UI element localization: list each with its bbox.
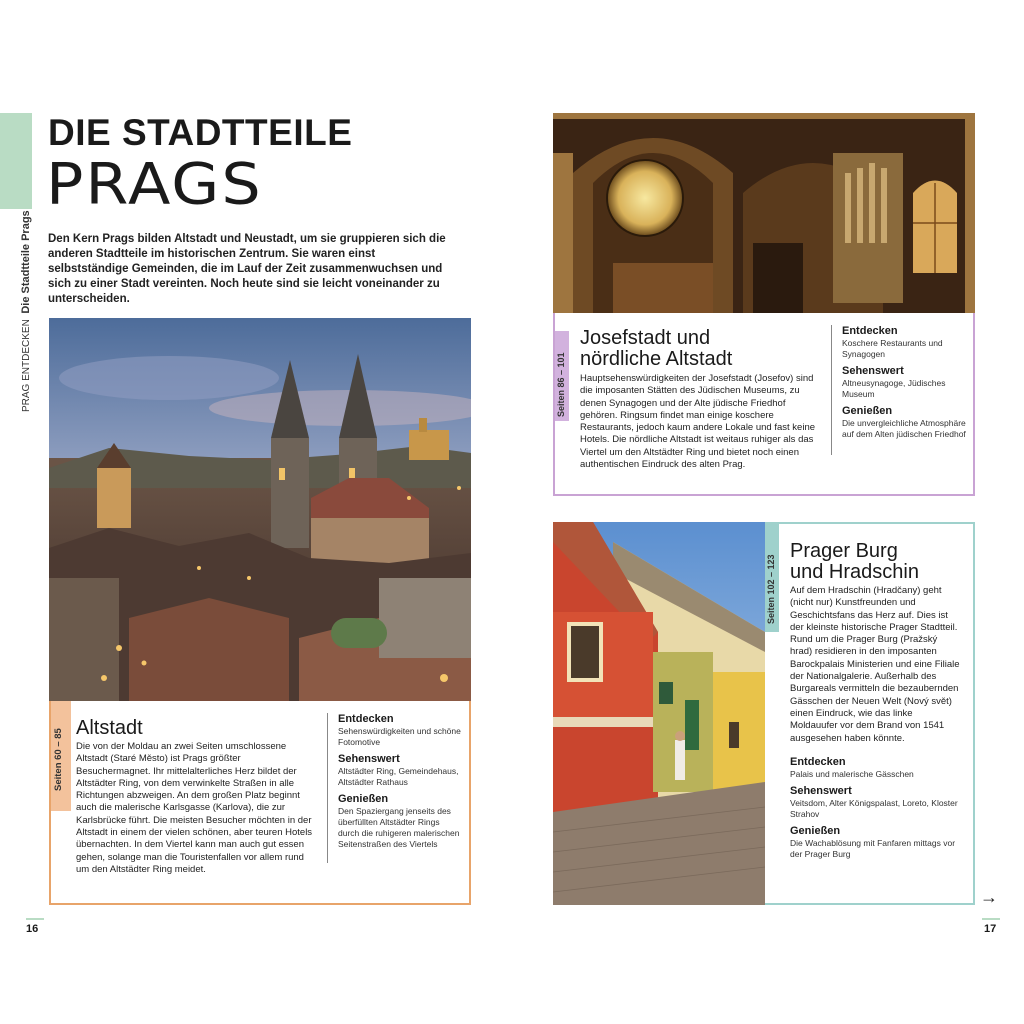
altstadt-entdecken-text: Sehenswürdigkeiten und schöne Fotomotive [338,726,461,747]
section-color-tab [0,113,32,209]
burg-sehenswert-text: Veitsdom, Alter Königspalast, Loreto, Kloster Strahov [790,798,958,819]
running-header-prefix: PRAG ENTDECKEN [21,319,32,412]
burg-entdecken-text: Palais und malerische Gässchen [790,769,914,779]
altstadt-card [49,701,471,905]
golden-lane-photo [553,522,765,905]
altstadt-geniessen-heading: Genießen [338,793,389,805]
burg-page-range: Seiten 102 – 123 [766,554,776,624]
burg-sehenswert-heading: Sehenswert [790,785,852,797]
altstadt-entdecken-heading: Entdecken [338,713,394,725]
altstadt-geniessen-text: Den Spaziergang jenseits des überfüllten Altstädter Rings durch die ruhigeren malerischen Seitenstraßen des Viertels [338,806,460,849]
intro-paragraph: Den Kern Prags bilden Altstadt und Neustadt, um sie gruppieren sich die anderen Stadtteile im historischen Zentrum. Sie waren einst selbstständige Gemeinden, die im Lauf der Zeit zusammenwuchsen und sich zu einer Stadt vereinten. Noch heute sind sie leicht voneinander zu unterscheiden. [48,233,446,305]
page-number-right: 17 [984,923,997,935]
page-number-bar-right [982,918,1000,920]
josefstadt-entdecken-heading: Entdecken [842,325,898,337]
josefstadt-title-line1: Josefstadt und [580,327,711,349]
running-header [20,212,34,412]
page-title-line1: DIE STADTTEILE [48,112,353,153]
burg-card [765,522,975,905]
page-number-bar-left [26,918,44,920]
josefstadt-card [553,313,975,496]
josefstadt-body: Hauptsehenswürdigkeiten der Josefstadt (Josefov) sind die imposanten Stätten des Jüdischen Museums, zu denen Synagogen und der Alte jüdische Friedhof gehören. Ringsum findet man einige koschere Restaurants, jedoch kaum andere Lokale und fast keine Hotels. Die nördliche Altstadt ist weitaus ruhiger als das Viertel um den Altstädter Ring und bietet noch einen authentischen Eindruck des alten Prag. [580,373,816,471]
burg-geniessen-heading: Genießen [790,825,841,837]
josefstadt-title-line2: nördliche Altstadt [580,348,733,370]
josefstadt-sehenswert-heading: Sehenswert [842,365,904,377]
josefstadt-entdecken-text: Koschere Restaurants und Synagogen [842,338,943,359]
altstadt-sehenswert-heading: Sehenswert [338,753,400,765]
burg-geniessen-text: Die Wachablösung mit Fanfaren mittags vor der Prager Burg [790,838,956,859]
altstadt-sehenswert-text: Altstädter Ring, Gemeindehaus, Altstädter Rathaus [338,766,459,787]
altstadt-title: Altstadt [76,717,143,739]
next-page-arrow-icon[interactable]: → [980,887,998,907]
altstadt-page-range: Seiten 60 – 85 [53,728,64,791]
altstadt-body: Die von der Moldau an zwei Seiten umschlossene Altstadt (Staré Město) ist Prags größter Besuchermagnet. Ihr mittelalterliches Herz bildet der Altstädter Ring, von dem verwinkelte Straßen in alle Richtungen abzweigen. An dem großen Platz beginnt auch die malerische Karlsgasse (Karlova), die zur Karlsbrücke führt. Die meisten Besucher möchten in der Altstadt in einem der vielen schönen, aber teuren Hotels übernachten. In dem Viertel kann man auch gut essen gehen, solange man die Touristenfallen vor allem rund um den Altstädter Ring meidet. [76,741,313,875]
burg-title-line2: und Hradschin [790,561,919,583]
josefstadt-geniessen-heading: Genießen [842,405,893,417]
burg-entdecken-heading: Entdecken [790,756,846,768]
running-header-title: Die Stadtteile Prags [20,210,32,314]
burg-body: Auf dem Hradschin (Hradčany) geht (nicht nur) Kunstfreunden und Geschichtsfans das Herz auf. Dies ist der kleinste historische Prager Stadtteil. Rund um die Prager Burg (Pražský hrad) residieren in den imposanten Barockpalais Ministerien und eine Filiale der Nationalgalerie. Außerhalb des Burgareals vermitteln die bezaubernden Gässchen der Neuen Welt (Nový svět) einen Eindruck, wie das linke Moldauufer vor dem Brand von 1541 ausgesehen haben könnte. [790,585,960,744]
josefstadt-info-column [831,325,967,455]
josefstadt-geniessen-text: Die unvergleichliche Atmosphäre auf dem Alten jüdischen Friedhof [842,418,966,439]
altstadt-info-column [327,713,463,863]
burg-info-block [790,756,965,865]
altstadt-photo [49,318,471,701]
page-number-left: 16 [26,923,39,935]
synagogue-photo [553,113,975,313]
josefstadt-page-range: Seiten 86 – 101 [556,352,566,417]
burg-title-line1: Prager Burg [790,540,898,562]
page-title-line2: PRAGS [46,150,263,218]
josefstadt-sehenswert-text: Altneusynagoge, Jüdisches Museum [842,378,946,399]
